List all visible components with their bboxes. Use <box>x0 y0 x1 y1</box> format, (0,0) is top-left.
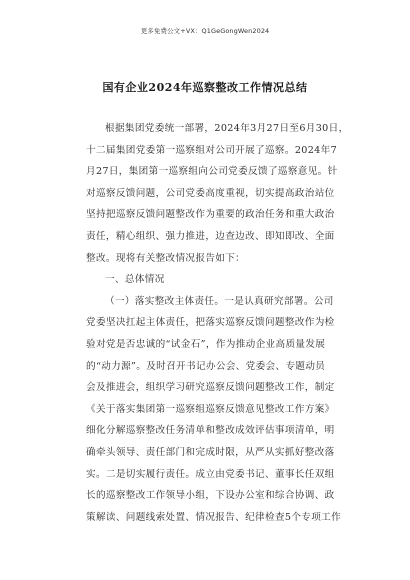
header-note: 更多免费公文+VX：Q1GeGongWen2024 <box>140 27 270 35</box>
paragraph-intro <box>86 118 356 269</box>
text-line: 整改。现将有关整改情况报告如下： <box>86 252 246 264</box>
text-line: 会及推进会，组织学习研究巡察反馈问题整改工作，制定 <box>86 382 335 394</box>
text-line: 十二届集团党委第一巡察组对公司开展了巡察。2024年7 <box>86 144 338 156</box>
text-line: 实。二是切实履行责任。成立由党委书记、董事长任双组 <box>86 468 335 480</box>
text-line: 确牵头领导、责任部门和完成时限，从严从实抓好整改落 <box>86 446 335 458</box>
document-title: 国有企业2024年巡察整改工作情况总结 <box>102 81 308 94</box>
text-line: 对巡察反馈问题，公司党委高度重视，切实提高政治站位 <box>86 187 335 199</box>
text-line: 月27日，集团第一巡察组向公司党委反馈了巡察意见。针 <box>86 166 338 178</box>
text-line: 党委坚决扛起主体责任，把落实巡察反馈问题整改作为检 <box>86 317 335 329</box>
document-body <box>86 118 356 528</box>
text-line: 根据集团党委统一部署，2024年3月27日至6月30日， <box>105 123 349 134</box>
text-line: 的“动力源”。及时召开书记办公会、党委会、专题动员 <box>86 360 326 372</box>
text-line: 责任，精心组织、强力推进，边查边改、即知即改、全面 <box>86 230 335 242</box>
text-line: 长的巡察整改工作领导小组，下设办公室和综合协调、政 <box>86 490 335 502</box>
text-line: （一）落实整改主体责任。一是认真研究部署。公司 <box>105 295 334 307</box>
text-line: 细化分解巡察整改任务清单和整改成效评估事项清单，明 <box>86 425 335 437</box>
text-line: 策解读、问题线索处置、情况报告、纪律检查5个专项工作 <box>86 511 342 523</box>
paragraph-responsibility <box>86 291 356 529</box>
text-line: 坚持把巡察反馈问题整改作为重要的政治任务和重大政治 <box>86 209 335 221</box>
section-heading: 一、总体情况 <box>105 274 165 286</box>
text-line: 验对党是否忠诚的“试金石”，作为推动企业高质量发展 <box>86 338 326 350</box>
text-line: 《关于落实集团第一巡察组巡察反馈意见整改工作方案》 <box>86 403 335 415</box>
